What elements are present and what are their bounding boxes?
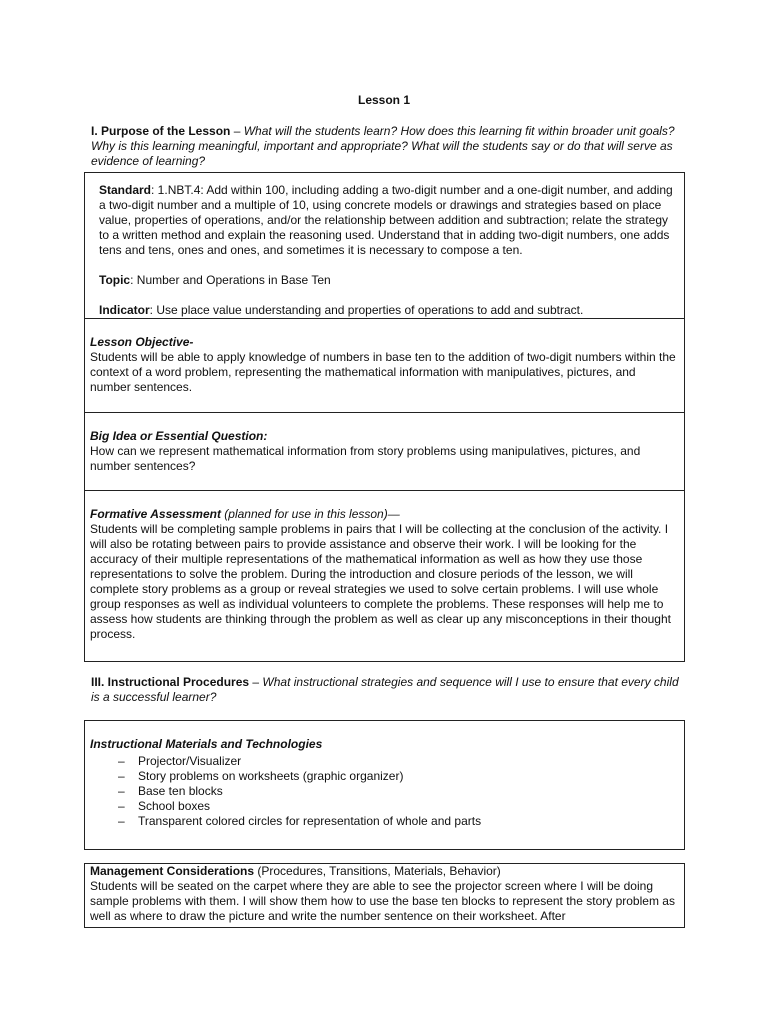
formative-label: Formative Assessment xyxy=(90,507,221,521)
formative-text: Students will be completing sample problems in pairs that I will be collecting at the conclusion of the activity. I will also be rotating between pairs to provide assistance and observe their work. I will be looking for the accuracy of their multiple representations of the mathematical information as well as how they use those representations to solve the problem. During the introduction and closure periods of the lesson, we will complete story problems as a group or reveal strategies we used to solve certain problems. I will use whole group responses as well as individual volunteers to complete the problems. These responses will help me to assess how students are thinking through the problem as well as clear up any misconceptions in their thought process. xyxy=(90,522,671,641)
page-title: Lesson 1 xyxy=(357,93,411,107)
materials-list xyxy=(90,754,679,829)
topic-paragraph xyxy=(99,273,679,288)
purpose-dash: – xyxy=(230,124,244,138)
standard-cell xyxy=(85,173,684,319)
materials-box xyxy=(84,720,685,850)
lesson-info-box xyxy=(84,172,685,662)
management-note: (Procedures, Transitions, Materials, Behavior) xyxy=(254,864,501,878)
management-box xyxy=(84,863,685,928)
procedures-dash: – xyxy=(249,675,263,689)
objective-label: Lesson Objective- xyxy=(90,335,194,349)
big-idea-text: How can we represent mathematical information from story problems using manipulatives, pictures, and number sentences? xyxy=(90,444,641,473)
list-item: – Projector/Visualizer xyxy=(118,754,679,769)
list-item: – Base ten blocks xyxy=(118,784,679,799)
objective-cell xyxy=(85,319,684,413)
list-item: – Story problems on worksheets (graphic organizer) xyxy=(118,769,679,784)
standard-text: : 1.NBT.4: Add within 100, including adding a two-digit number and a one-digit number, and adding a two-digit number and a multiple of 10, using concrete models or drawings and strategies based on place value, properties of operations, and/or the relationship between addition and subtraction; relate the strategy to a written method and explain the reasoning used. Understand that in adding two-digit numbers, one adds tens and tens, ones and ones, and sometimes it is necessary to compose a ten. xyxy=(99,183,673,257)
standard-paragraph xyxy=(99,183,679,258)
list-item: – Transparent colored circles for representation of whole and parts xyxy=(118,814,679,829)
management-heading xyxy=(90,864,679,879)
big-idea-cell xyxy=(85,413,684,491)
purpose-heading xyxy=(91,124,687,169)
topic-text: : Number and Operations in Base Ten xyxy=(130,273,331,287)
management-label: Management Considerations xyxy=(90,864,255,878)
objective-text: Students will be able to apply knowledge of numbers in base ten to the addition of two-digit numbers within the context of a word problem, representing the mathematical information with manipulatives, pictures, and number sentences. xyxy=(90,350,676,394)
indicator-label: Indicator xyxy=(99,303,150,317)
big-idea-label: Big Idea or Essential Question: xyxy=(90,429,268,443)
formative-heading xyxy=(90,507,679,522)
procedures-lead: III. Instructional Procedures xyxy=(91,675,250,689)
topic-label: Topic xyxy=(99,273,131,287)
management-text: Students will be seated on the carpet where they are able to see the projector screen where I will be doing sample problems with them. I will show them how to use the base ten blocks to represent the story problem as well as where to draw the picture and write the number sentence on their worksheet. After xyxy=(90,879,675,923)
formative-cell xyxy=(85,491,684,661)
standard-label: Standard xyxy=(99,183,152,197)
materials-cell xyxy=(85,721,684,829)
formative-note: (planned for use in this lesson)— xyxy=(220,507,400,521)
materials-label: Instructional Materials and Technologies xyxy=(90,737,323,751)
procedures-heading xyxy=(91,675,687,705)
indicator-text: : Use place value understanding and properties of operations to add and subtract. xyxy=(149,303,584,317)
indicator-paragraph xyxy=(99,303,679,318)
purpose-lead: I. Purpose of the Lesson xyxy=(91,124,231,138)
management-cell xyxy=(85,864,684,924)
list-item: – School boxes xyxy=(118,799,679,814)
purpose-question: What will the students learn? How does this learning fit within broader unit goals? Why is this learning meaningful, important and appropriate? What will the students say or do that will serve as evidence of learning? xyxy=(91,124,675,168)
procedures-question: What instructional strategies and sequence will I use to ensure that every child is a successful learner? xyxy=(91,675,679,704)
